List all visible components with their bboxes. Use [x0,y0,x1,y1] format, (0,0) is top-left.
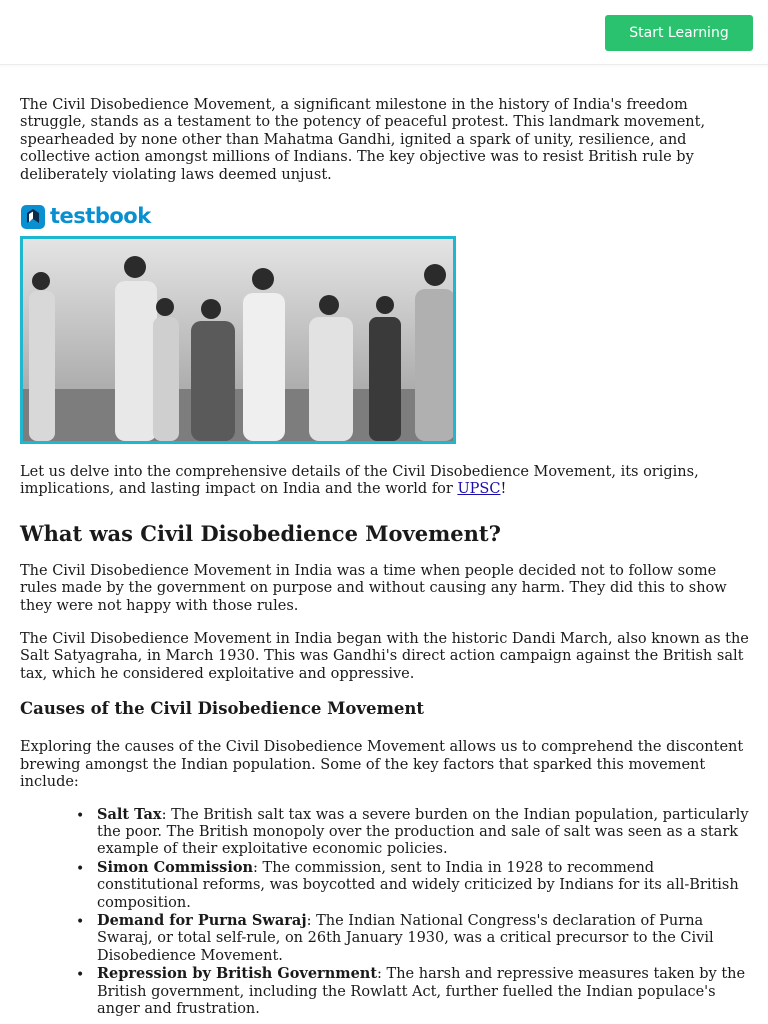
start-learning-button[interactable]: Start Learning [605,15,753,51]
article-body [20,97,750,1018]
intro-paragraph: The Civil Disobedience Movement, a significant milestone in the history of India's freedom struggle, stands as a testament to the potency of peaceful protest. This landmark movement, spearheaded by none other than Mahatma Gandhi, ignited a spark of unity, resilience, and collective action amongst millions of Indians. The key objective was to resist British rule by deliberately violating laws deemed unjust. [20,97,706,183]
section-heading: What was Civil Disobedience Movement? [20,520,501,546]
logo-text: testbook [50,204,151,229]
delve-paragraph: Let us delve into the comprehensive details of the Civil Disobedience Movement, its origins, implications, and lasting impact on India and the world for UPSC! [20,464,699,498]
list-item: • Simon Commission: The commission, sent to India in 1928 to recommend constitutional reforms, was boycotted and widely criticized by Indians for its all-British composition. [97,859,750,912]
testbook-logo [20,202,750,232]
testbook-logo-icon [20,204,46,230]
what-paragraph-1: The Civil Disobedience Movement in India was a time when people decided not to follow some rules made by the government on purpose and without causing any harm. They did this to show they were not happy with those rules. [20,562,727,614]
list-item: • Demand for Purna Swaraj: The Indian National Congress's declaration of Purna Swaraj, or total self-rule, on 26th January 1930, was a critical precursor to the Civil Disobedience Movement. [97,912,750,965]
what-paragraph-2: The Civil Disobedience Movement in India began with the historic Dandi March, also known as the Salt Satyagraha, in March 1930. This was Gandhi's direct action campaign against the British salt tax, which he considered exploitative and oppressive. [20,631,749,682]
list-item: • Repression by British Government: The harsh and repressive measures taken by the British government, including the Rowlatt Act, further fuelled the Indian populace's anger and frustration. [97,965,750,1018]
causes-list [20,806,750,1019]
historic-photo-image [23,239,453,441]
causes-intro-paragraph: Exploring the causes of the Civil Disobedience Movement allows us to comprehend the discontent brewing amongst the Indian population. Some of the key factors that sparked this movement include: [20,739,744,791]
list-item: • Salt Tax: The British salt tax was a severe burden on the Indian population, particularly the poor. The British monopoly over the production and sale of salt was seen as a stark example of their exploitative economic policies. [97,806,750,859]
top-bar [0,0,768,65]
upsc-link[interactable]: UPSC [457,481,501,498]
causes-subheading: Causes of the Civil Disobedience Movement [20,699,425,719]
article-photo [20,236,456,444]
